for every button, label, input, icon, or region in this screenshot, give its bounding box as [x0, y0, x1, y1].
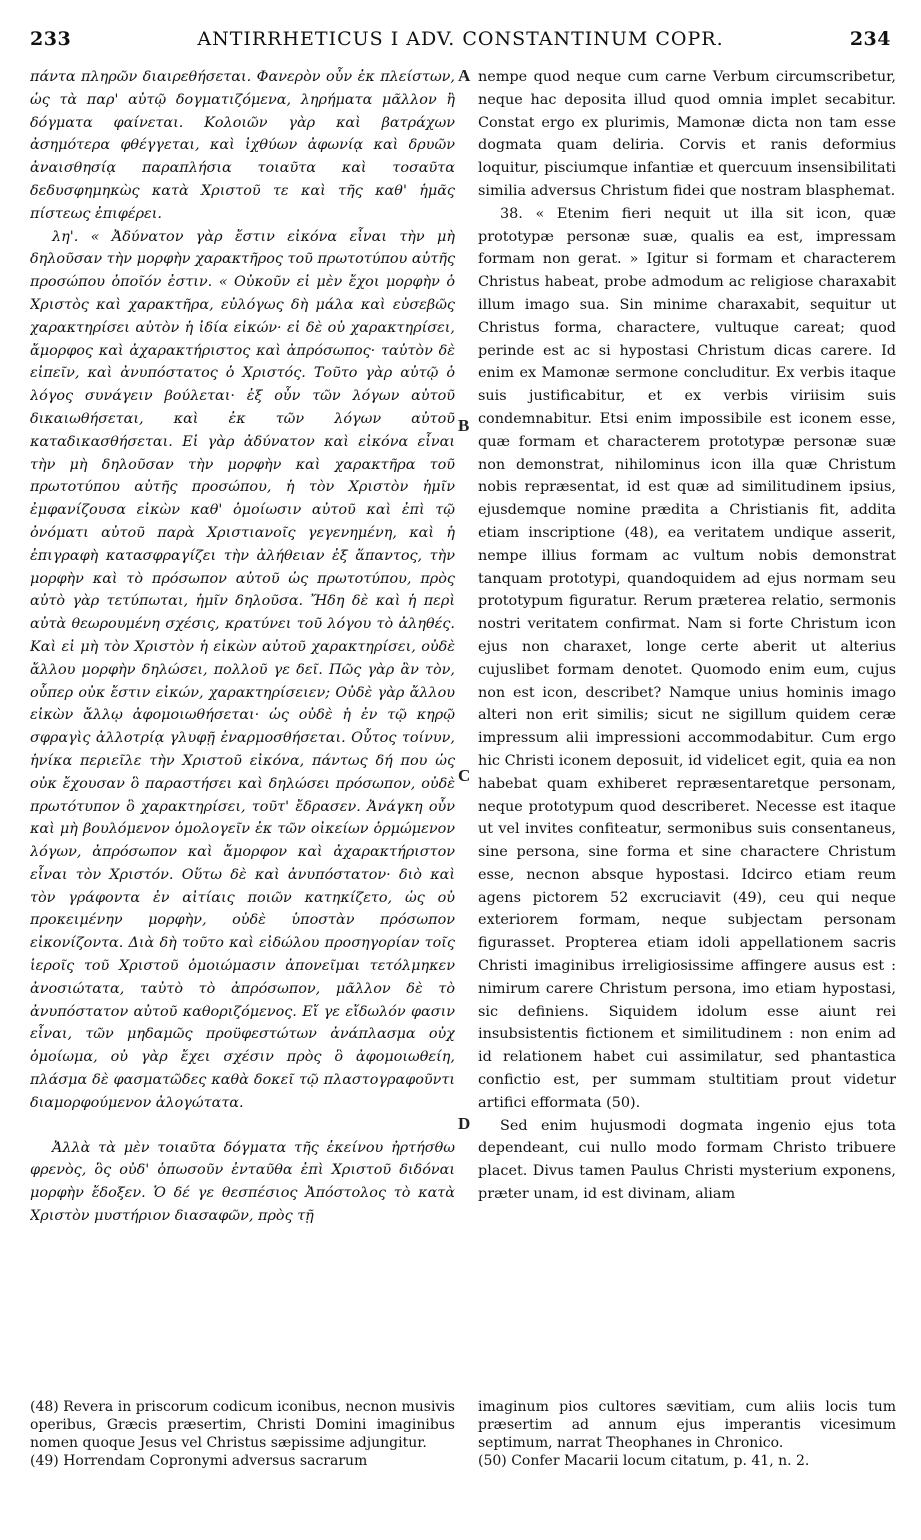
- footnotes-left: [30, 1398, 455, 1518]
- greek-paragraph-3: Ἀλλὰ τὰ μὲν τοιαῦτα δόγματα τῆς ἐκείνου ἠρτήσθω φρενὸς, ὃς οὐδ' ὁπωσοῦν ἐνταῦθα ἐπὶ Χριστοῦ διδόναι μορφὴν ἔδοξεν. Ὁ δέ γε θεσπέσιος Ἀπόστολος τὸ κατὰ Χριστὸν μυστήριον διασαφῶν, πρὸς τῇ: [30, 1139, 455, 1225]
- margin-letter-d: D: [458, 1114, 471, 1133]
- running-head: [30, 28, 891, 58]
- margin-letter-c: C: [458, 766, 471, 785]
- latin-paragraph-2: 38. « Etenim fieri nequit ut illa sit icon, quæ prototypæ personæ suæ, qualis ea est, impressam formam non gerat. » Igitur si formam et characterem Christus habeat, probe admodum ac religiose charaxabit illum imago sua. Sin minime charaxabit, sequitur ut Christus forma, charactere, vultuque careat; quod perinde est ac si hypostasi Christum dicas carere. Id enim ex Mamonæ sermone concluditur. Ex verbis itaque suis justificabitur, et ex verbis viriisim suis condemnabitur. Etsi enim impossibile est iconem esse, quæ formam et characterem prototypæ personæ suæ non demonstrat, nihilominus icon illa quæ Christum nobis repræsentat, id est quæ ad similitudinem ipsius, ejusdemque nomine prædita a Christianis fit, addita etiam inscriptione (48), ea veritatem undique asserit, nempe illius formam ac vultum nobis demonstrat tanquam prototypi, quandoquidem ad ejus normam seu prototypum figuratur. Rerum præterea relatio, sermonis nostri veritatem confirmat. Nam si forte Christum icon ejus non charaxet, longe certe aberit ut alterius cujuslibet formam denotet. Quomodo enim eum, cujus non est icon, describet? Namque unius hominis imago alteri non erit similis; sicut ne sigillum quidem ceræ impressum alii impressioni accommodabitur. Cum ergo hic Christi iconem deposuit, id videlicet egit, quia ea non habebat quam exhiberet repræsentaretque personam, neque prototypum quod describeret. Necesse est itaque ut vel invites confiteatur, sermonibus suis consentaneus, sine persona, sine forma et sine charactere Christum esse, necnon absque hypostasi. Idcirco etiam reum agens pictorem 52 excruciavit (49), ceu qui neque exteriorem formam, neque subjectam personam figurasset. Propterea etiam idoli appellationem sacris Christi imaginibus irreligiosissime affingere ausus est : nimirum carere Christum persona, imo etiam hypostasi, sic definiens. Siquidem idolum esse aiunt rei insubsistentis fictionem et similitudinem : non enim ad id relationem habet cui assimilatur, sed phantastica confictio est, per summam stultitiam prout videtur artifici efformata (50).: [478, 205, 896, 1111]
- right-page-number: 234: [849, 28, 891, 50]
- running-title: ANTIRRHETICUS I ADV. CONSTANTINUM COPR.: [197, 28, 724, 50]
- margin-letter-a: A: [458, 66, 471, 85]
- latin-paragraph-1: nempe quod neque cum carne Verbum circumscribetur, neque hac deposita illud quod omnia implet secabitur. Constat ergo ex plurimis, Mamonæ dicta non tam esse dogmata quam deliria. Corvis et ranis deformius loquitur, pisciumque infantiæ et quercuum insensibilitati similia adversus Christum fidei que nostram blasphemat.: [478, 69, 896, 199]
- footnote-49: (49) Horrendam Copronymi adversus sacrarum: [30, 1453, 368, 1469]
- footnote-50: (50) Confer Macarii locum citatum, p. 41, n. 2.: [478, 1453, 810, 1469]
- margin-letter-b: B: [458, 416, 470, 435]
- footnote-49-continued: imaginum pios cultores sævitiam, cum aliis locis tum præsertim ad annum ejus imperantis vicesimum septimum, narrat Theophanes in Chronico.: [478, 1399, 896, 1451]
- footnote-48: (48) Revera in priscorum codicum iconibus, necnon musivis operibus, Græcis præsertim, Christi Domini imaginibus nomen quoque Jesus vel Christus sæpissime adjungitur.: [30, 1399, 455, 1451]
- greek-paragraph-2: λη'. « Ἀδύνατον γὰρ ἔστιν εἰκόνα εἶναι τὴν μὴ δηλοῦσαν τὴν μορφὴν χαρακτῆρος τοῦ πρωτοτύπου αὐτῆς προσώπου ὁποῖόν ἐστιν. « Οὐκοῦν εἰ μὲν ἔχοι μορφὴν ὁ Χριστὸς καὶ χαρακτῆρα, εὐλόγως δὴ μάλα καὶ εὐσεβῶς χαρακτηρίσει αὐτὸν ἡ ἰδία εἰκών· εἰ δὲ οὐ χαρακτηρίσει, ἄμορφος καὶ ἀχαρακτήριστος καὶ ἀπρόσωπος· ταὐτὸν δὲ εἰπεῖν, καὶ ἀνυπόστατος ὁ Χριστός. Τοῦτο γὰρ αὐτῷ ὁ λόγος συνάγειν βούλεται· ἐξ οὖν τῶν λόγων αὐτοῦ δικαιωθήσεται, καὶ ἐκ τῶν λόγων αὐτοῦ καταδικασθήσεται. Εἰ γὰρ ἀδύνατον καὶ εἰκόνα εἶναι τὴν μὴ δηλοῦσαν τὴν μορφὴν καὶ χαρακτῆρα τοῦ πρωτοτύπου αὐτῆς προσώπου, ἡ τὸν Χριστὸν ἡμῖν ἐμφανίζουσα εἰκὼν καθ' ὁμοίωσιν αὐτοῦ καὶ ἐπὶ τῷ ὀνόματι αὐτοῦ παρὰ Χριστιανοῖς γεγενημένη, καὶ ἡ ἐπιγραφὴ κατασφραγίζει τὴν ἀλήθειαν ἐξ ἅπαντος, τὴν μορφὴν καὶ τὸ πρόσωπον αὐτοῦ ὡς πρωτοτύπου, πρὸς αὐτὸ γὰρ τετύπωται, ἡμῖν δηλοῦσα. Ἤδη δὲ καὶ ἡ περὶ αὐτὰ θεωρουμένη σχέσις, κρατύνει τοῦ λόγου τὸ ἀληθές. Καὶ εἰ μὴ τὸν Χριστὸν ἡ εἰκὼν αὐτοῦ χαρακτηρίσει, οὐδὲ ἄλλου μορφὴν δηλώσει, πολλοῦ γε δεῖ. Πῶς γὰρ ἂν τὸν, οὗπερ οὐκ ἔστιν εἰκών, χαρακτηρίσειεν; Οὐδὲ γὰρ ἄλλου εἰκὼν ἄλλῳ ἀφομοιωθήσεται· ὡς οὐδὲ ἡ ἐν τῷ κηρῷ σφραγὶς ἀλλοτρίᾳ γλυφῇ ἐναρμοσθήσεται. Οὗτος τοίνυν, ἡνίκα περιεῖλε τὴν Χριστοῦ εἰκόνα, πάντως δή που ὡς οὐκ ἔχουσαν ὃ παραστήσει καὶ δηλώσει πρόσωπον, οὐδὲ πρωτότυπον ὃ χαρακτηρίσει, τοῦτ' ἔδρασεν. Ἀνάγκη οὖν καὶ μὴ βουλόμενον ὁμολογεῖν ἐκ τῶν οἰκείων ὁρμώμενον λόγων, ἀπρόσωπον καὶ ἄμορφον καὶ ἀχαρακτήριστον εἶναι τὸν Χριστόν. Οὕτω δὲ καὶ ἀνυπόστατον· διὸ καὶ τὸν γράφοντα ἐν αἰτίαις ποιῶν κατηκίζετο, ὡς οὐ προκειμένην μορφὴν, οὐδὲ ὑποστὰν πρόσωπον εἰκονίζοντα. Διὰ δὴ τοῦτο καὶ εἰδώλου προσηγορίαν τοῖς ἱεροῖς τοῦ Χριστοῦ ὁμοιώμασιν ἀπονεῖμαι τετόλμηκεν ἀνοσιώτατα, ταὐτὸ τὸ ἀπρόσωπον, μᾶλλον δὲ τὸ ἀνυπόστατον αὐτοῦ καθοριζόμενος. Εἴ γε εἴδωλόν φασιν εἶναι, τῶν μηδαμῶς προϋφεστώτων ἀνάπλασμα οὐχ ὁμοίωμα, οὐ γὰρ ἔχει σχέσιν πρὸς ὃ ἀφομοιωθείη, πλάσμα δὲ φασματῶδες καθὰ δοκεῖ τῷ πλαστογραφοῦντι διαμορφούμενον ἀλογώτατα.: [30, 228, 455, 1111]
- left-page-number: 233: [30, 28, 72, 50]
- footnotes-right: [478, 1398, 896, 1518]
- latin-paragraph-3: Sed enim hujusmodi dogmata ingenio ejus tota dependeant, cui nullo modo formam Christo tribuere placet. Divus tamen Paulus Christi mysterium exponens, præter unam, id est divinam, aliam: [478, 1117, 896, 1203]
- greek-text-column: [30, 66, 455, 1388]
- greek-paragraph-1: πάντα πληρῶν διαιρεθήσεται. Φανερὸν οὖν ἐκ πλείστων, ὡς τὰ παρ' αὐτῷ δογματιζόμενα, ληρήματα μᾶλλον ἢ δόγματα φαίνεται. Κολοιῶν γὰρ καὶ βατράχων ἀσημότερα φθέγγεται, καὶ ἰχθύων ἀφωνίᾳ καὶ δρυῶν ἀναισθησίᾳ παραπλήσια τοιαῦτα καὶ τοσαῦτα δεδυσφημηκὼς κατὰ Χριστοῦ τε καὶ τῆς καθ' ἡμᾶς πίστεως ἐπιφέρει.: [30, 69, 455, 222]
- latin-text-column: [478, 66, 896, 1388]
